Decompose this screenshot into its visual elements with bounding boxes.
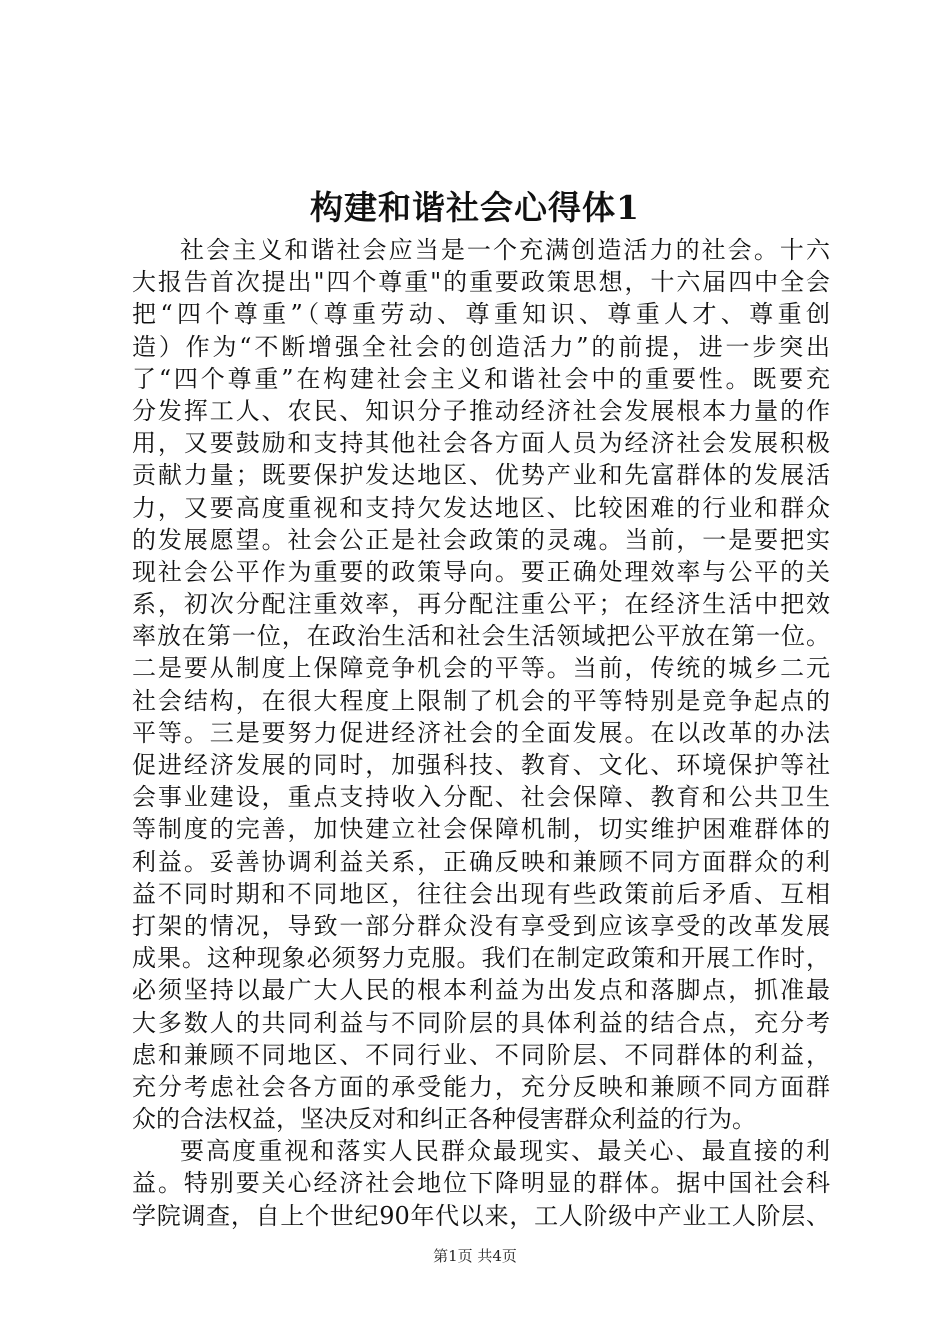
text-line: 社会结构，在很大程度上限制了机会的平等特别是竞争起点的 [132, 686, 830, 715]
text-line: 充分考虑社会各方面的承受能力，充分反映和兼顾不同方面群 [132, 1072, 830, 1101]
text-line: 必须坚持以最广大人民的根本利益为出发点和落脚点，抓准最 [132, 976, 830, 1005]
text-line: 二是要从制度上保障竞争机会的平等。当前，传统的城乡二元 [132, 654, 830, 683]
page-title: 构建和谐社会心得体1 [310, 188, 640, 227]
text-line: 打架的情况，导致一部分群众没有享受到应该享受的改革发展 [132, 911, 830, 940]
text-line: 众的合法权益，坚决反对和纠正各种侵害群众利益的行为。 [132, 1105, 756, 1134]
text-line: 把“四个尊重”（尊重劳动、尊重知识、尊重人才、尊重创 [132, 300, 830, 329]
text-line: 虑和兼顾不同地区、不同行业、不同阶层、不同群体的利益， [132, 1040, 830, 1069]
text-line: 用，又要鼓励和支持其他社会各方面人员为经济社会发展积极 [132, 429, 830, 458]
text-line: 学院调查，自上个世纪90年代以来，工人阶级中产业工人阶层、 [132, 1201, 830, 1230]
text-line: 的发展愿望。社会公正是社会政策的灵魂。当前，一是要把实 [132, 525, 830, 554]
document-body [132, 234, 830, 1232]
text-line: 会事业建设，重点支持收入分配、社会保障、教育和公共卫生 [132, 783, 830, 812]
page-footer: 第1页 共4页 [433, 1247, 517, 1265]
text-line: 了“四个尊重”在构建社会主义和谐社会中的重要性。既要充 [132, 364, 830, 393]
text-line: 大多数人的共同利益与不同阶层的具体利益的结合点，充分考 [132, 1008, 830, 1037]
text-line: 贡献力量；既要保护发达地区、优势产业和先富群体的发展活 [132, 461, 830, 490]
text-line: 造）作为“不断增强全社会的创造活力”的前提，进一步突出 [132, 332, 830, 361]
text-line: 益。特别要关心经济社会地位下降明显的群体。据中国社会科 [132, 1169, 830, 1198]
text-line: 力，又要高度重视和支持欠发达地区、比较困难的行业和群众 [132, 493, 830, 522]
text-line: 平等。三是要努力促进经济社会的全面发展。在以改革的办法 [132, 718, 830, 747]
text-line: 大报告首次提出"四个尊重"的重要政策思想，十六届四中全会 [132, 268, 830, 297]
text-line: 社会主义和谐社会应当是一个充满创造活力的社会。十六 [180, 236, 830, 264]
text-line: 等制度的完善，加快建立社会保障机制，切实维护困难群体的 [132, 815, 830, 844]
text-line: 益不同时期和不同地区，往往会出现有些政策前后矛盾、互相 [132, 879, 830, 908]
text-line: 分发挥工人、农民、知识分子推动经济社会发展根本力量的作 [132, 396, 830, 425]
text-line: 要高度重视和落实人民群众最现实、最关心、最直接的利 [180, 1137, 830, 1166]
text-line: 促进经济发展的同时，加强科技、教育、文化、环境保护等社 [132, 751, 830, 779]
text-line: 率放在第一位，在政治生活和社会生活领域把公平放在第一位。 [132, 622, 830, 651]
text-line: 现社会公平作为重要的政策导向。要正确处理效率与公平的关 [132, 557, 830, 586]
text-line: 成果。这种现象必须努力克服。我们在制定政策和开展工作时， [132, 944, 830, 973]
text-line: 利益。妥善协调利益关系，正确反映和兼顾不同方面群众的利 [132, 847, 830, 876]
text-line: 系，初次分配注重效率，再分配注重公平；在经济生活中把效 [132, 590, 830, 619]
